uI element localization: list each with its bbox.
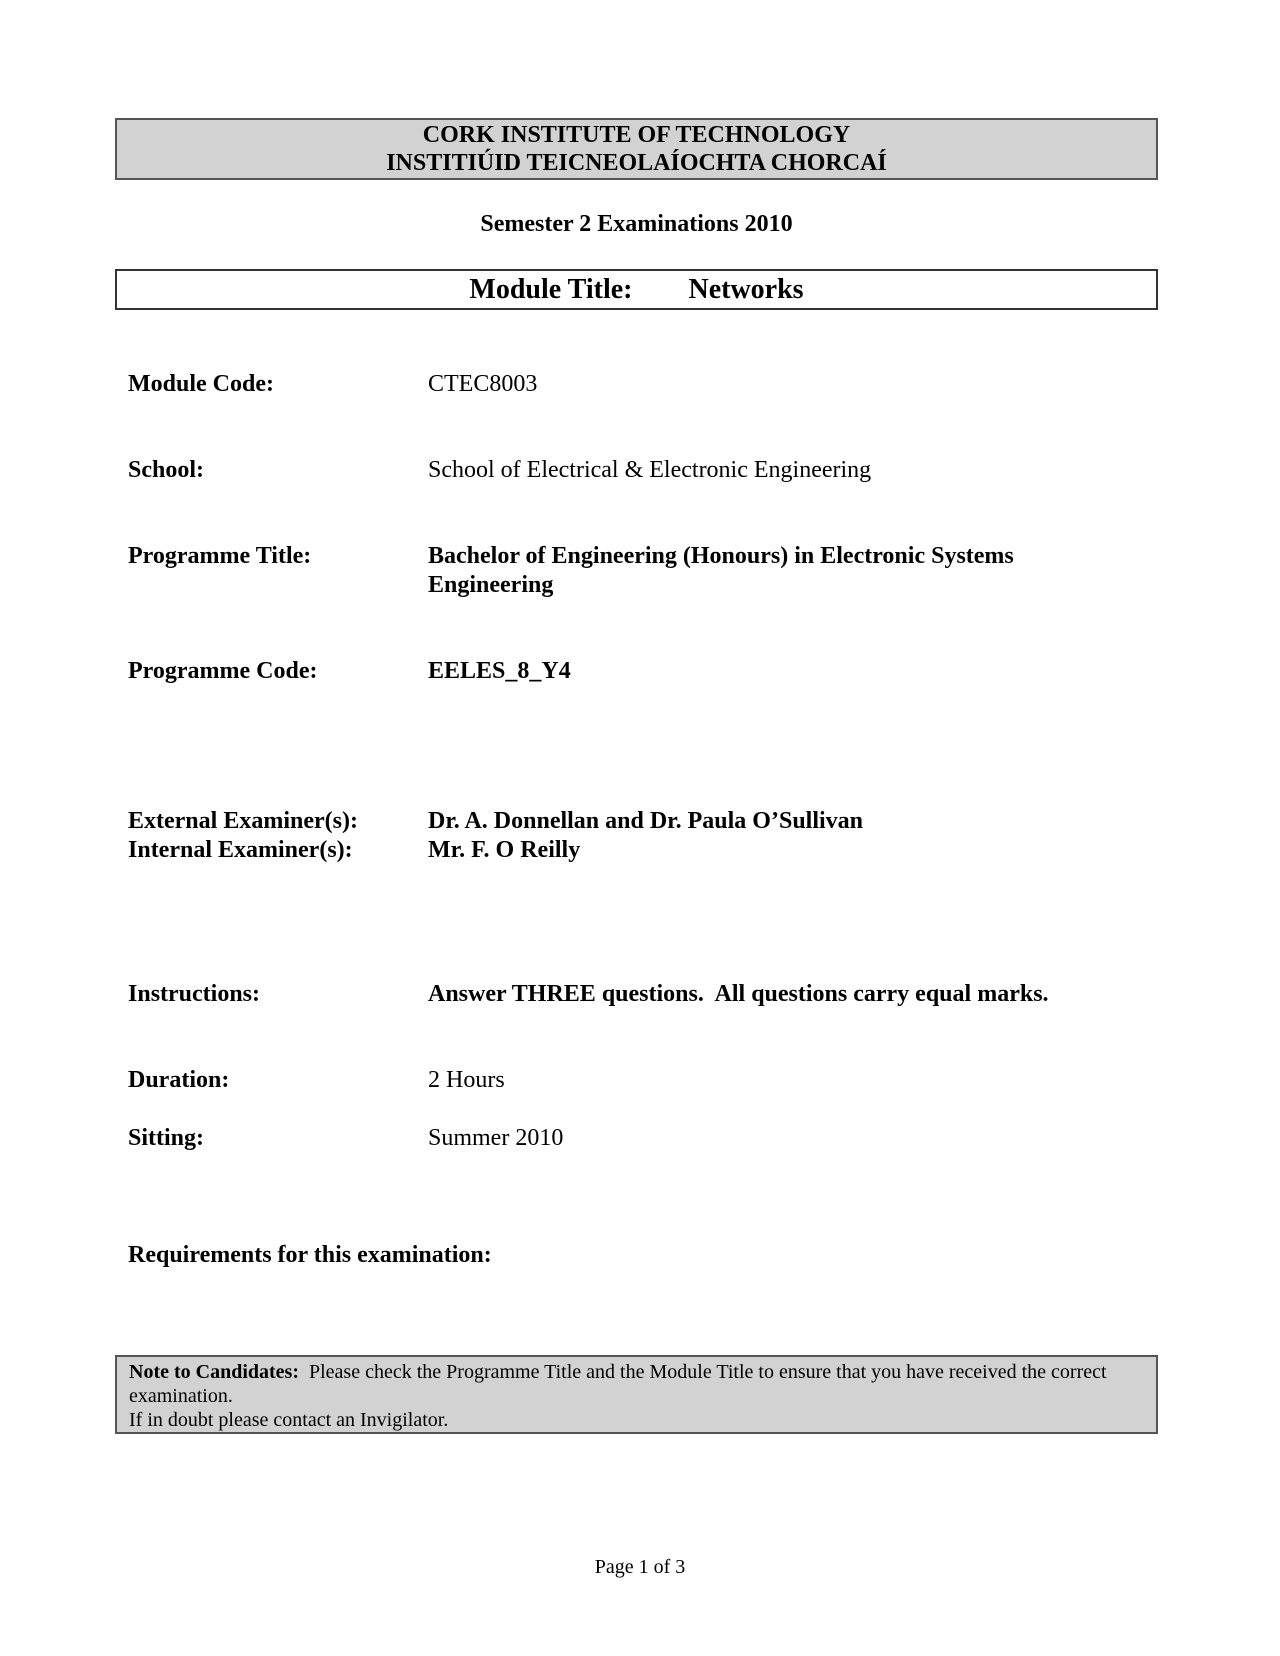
instructions-value: Answer THREE questions. All questions carry equal marks. xyxy=(428,981,1049,1007)
school-value: School of Electrical & Electronic Engineering xyxy=(428,457,872,483)
note-text: Please check the Programme Title and the Module Title to ensure that you have received the correct examination. xyxy=(129,1361,1107,1407)
internal-examiners-label: Internal Examiner(s): xyxy=(128,837,353,863)
sitting-label: Sitting: xyxy=(128,1125,205,1151)
internal-examiners-value: Mr. F. O Reilly xyxy=(428,837,581,863)
duration-label: Duration: xyxy=(128,1067,230,1093)
exam-semester-title: Semester 2 Examinations 2010 xyxy=(480,211,793,237)
requirements-heading: Requirements for this examination: xyxy=(128,1242,492,1268)
page-number: Page 1 of 3 xyxy=(594,1556,686,1578)
institute-name-irish: INSTITIÚID TEICNEOLAÍOCHTA CHORCAÍ xyxy=(386,150,887,176)
programme-title-label: Programme Title: xyxy=(128,543,312,569)
module-code-value: CTEC8003 xyxy=(428,371,538,397)
duration-value: 2 Hours xyxy=(428,1067,505,1093)
module-title-value: Networks xyxy=(688,273,804,305)
sitting-value: Summer 2010 xyxy=(428,1125,564,1151)
programme-code-label: Programme Code: xyxy=(128,658,318,684)
external-examiners-label: External Examiner(s): xyxy=(128,808,358,834)
school-label: School: xyxy=(128,457,205,483)
module-title-box xyxy=(115,269,1158,310)
module-title-label: Module Title: xyxy=(469,273,633,305)
external-examiners-value: Dr. A. Donnellan and Dr. Paula O’Sullivan xyxy=(428,808,864,834)
note-doubt-text: If in doubt please contact an Invigilator. xyxy=(129,1409,449,1431)
programme-code-value: EELES_8_Y4 xyxy=(428,658,571,684)
institute-header xyxy=(115,118,1158,180)
note-label: Note to Candidates: xyxy=(129,1361,299,1383)
programme-title-value: Bachelor of Engineering (Honours) in Electronic Systems Engineering xyxy=(428,543,1014,598)
institute-name-english: CORK INSTITUTE OF TECHNOLOGY xyxy=(422,122,851,148)
instructions-label: Instructions: xyxy=(128,981,261,1007)
note-to-candidates-box xyxy=(115,1355,1158,1434)
module-code-label: Module Code: xyxy=(128,371,274,397)
